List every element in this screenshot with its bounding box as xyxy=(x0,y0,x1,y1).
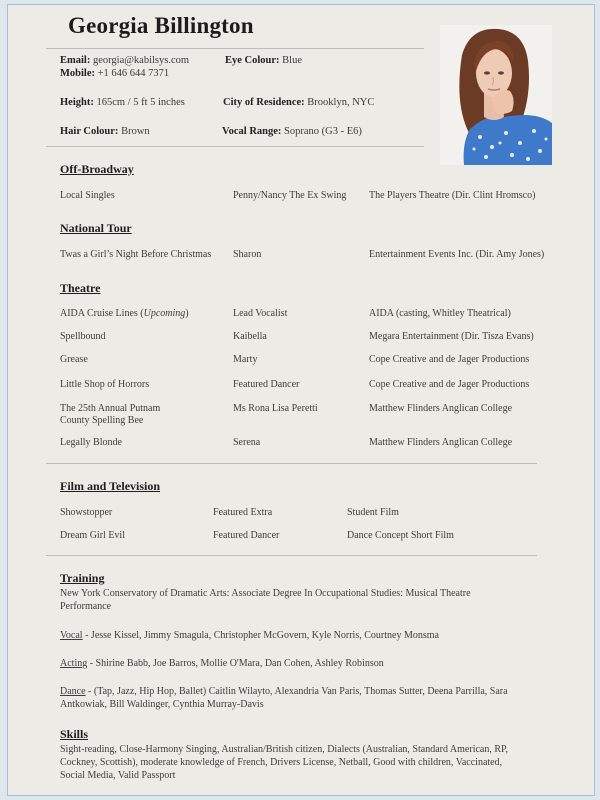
email-line xyxy=(60,54,189,67)
eye-colour-line xyxy=(225,54,302,67)
credit-role: Featured Extra xyxy=(213,507,273,518)
city-line xyxy=(223,96,374,109)
credit-show: Grease xyxy=(60,354,88,365)
credit-show: Twas a Girl’s Night Before Christmas xyxy=(60,249,212,260)
training-vocal-text: - Jesse Kissel, Jimmy Smagula, Christopher McGovern, Kyle Norris, Courtney Monsma xyxy=(85,630,439,641)
credit-role: Lead Vocalist xyxy=(233,308,288,319)
credit-company: The Players Theatre (Dir. Clint Hromsco) xyxy=(369,190,536,201)
credit-show-note: Upcoming xyxy=(143,308,186,319)
section-heading-off-broadway: Off-Broadway xyxy=(60,162,134,176)
vocal-range-value: Soprano (G3 - E6) xyxy=(284,126,362,137)
credit-role: Ms Rona Lisa Peretti xyxy=(233,403,318,414)
credit-company: Megara Entertainment (Dir. Tisza Evans) xyxy=(369,331,534,342)
height-line xyxy=(60,96,185,109)
divider xyxy=(46,463,537,464)
resume-page xyxy=(7,4,595,796)
credit-show: Little Shop of Horrors xyxy=(60,379,150,390)
credit-role: Penny/Nancy The Ex Swing xyxy=(233,190,347,201)
section-heading-training: Training xyxy=(60,571,105,585)
skills-text: Sight-reading, Close-Harmony Singing, Australian/British citizen, Dialects (Australian, Standard American, RP, Cockney, Scottish), moderate knowledge of French, Drivers License, Netball, Good with children, Vaccinated, Social Media, Valid Passport xyxy=(60,744,508,781)
training-vocal-label: Vocal xyxy=(60,630,83,641)
credit-show: Local Singles xyxy=(60,190,115,201)
email-value: georgia@kabilsys.com xyxy=(92,55,190,66)
credit-company: Matthew Flinders Anglican College xyxy=(369,437,513,448)
eye-colour-label: Eye Colour: xyxy=(225,55,280,66)
credit-show: AIDA Cruise Lines (Upcoming) xyxy=(60,308,189,319)
mobile-label: Mobile: xyxy=(60,68,95,79)
credit-role: Marty xyxy=(233,354,258,365)
mobile-value: +1 646 644 7371 xyxy=(97,68,170,79)
credit-company: Cope Creative and de Jager Productions xyxy=(369,354,530,365)
credit-role: Sharon xyxy=(233,249,262,260)
credit-show-line: County Spelling Bee xyxy=(60,415,144,426)
credit-role: Featured Dancer xyxy=(233,379,300,390)
credit-company: Cope Creative and de Jager Productions xyxy=(369,379,530,390)
eye-colour-value: Blue xyxy=(282,55,303,66)
training-dance xyxy=(60,685,520,711)
training-vocal xyxy=(60,629,520,642)
training-dance-label: Dance xyxy=(60,686,86,697)
hair-colour-label: Hair Colour: xyxy=(60,126,119,137)
height-label: Height: xyxy=(60,97,94,108)
credit-show-title: AIDA Cruise Lines xyxy=(60,308,138,319)
divider xyxy=(46,555,537,556)
credit-show: Spellbound xyxy=(60,331,106,342)
email-label: Email: xyxy=(60,55,91,66)
credit-show xyxy=(60,403,230,427)
section-heading-film-television: Film and Television xyxy=(60,479,161,493)
training-acting-label: Acting xyxy=(60,658,88,669)
page-title: Georgia Billington xyxy=(68,13,254,38)
credit-company: Matthew Flinders Anglican College xyxy=(369,403,513,414)
credit-role: Featured Dancer xyxy=(213,530,280,541)
credit-production: Dance Concept Short Film xyxy=(347,530,454,541)
section-heading-theatre: Theatre xyxy=(60,281,101,295)
credit-title: Showstopper xyxy=(60,507,113,518)
credit-company: Entertainment Events Inc. (Dir. Amy Jones) xyxy=(369,249,545,260)
credit-title: Dream Girl Evil xyxy=(60,530,125,541)
headshot-illustration xyxy=(440,25,552,165)
credit-role: Serena xyxy=(233,437,261,448)
section-heading-national-tour: National Tour xyxy=(60,221,132,235)
training-acting-text: - Shirine Babb, Joe Barros, Mollie O'Mara, Dan Cohen, Ashley Robinson xyxy=(89,658,384,669)
city-value: Brooklyn, NYC xyxy=(307,97,375,108)
mobile-line xyxy=(60,67,169,80)
credit-show-line: The 25th Annual Putnam xyxy=(60,403,161,414)
training-degree: New York Conservatory of Dramatic Arts: Associate Degree In Occupational Studies: Musical Theatre Performance xyxy=(60,588,471,612)
divider xyxy=(46,146,424,147)
credit-production: Student Film xyxy=(347,507,399,518)
hair-colour-line xyxy=(60,125,150,138)
credit-role: Kaibella xyxy=(233,331,267,342)
hair-colour-value: Brown xyxy=(121,126,150,137)
credit-show: Legally Blonde xyxy=(60,437,122,448)
headshot-photo xyxy=(440,25,552,165)
credit-company: AIDA (casting, Whitley Theatrical) xyxy=(369,308,511,319)
height-value: 165cm / 5 ft 5 inches xyxy=(96,97,185,108)
training-dance-text: - (Tap, Jazz, Hip Hop, Ballet) Caitlin Wilayto, Alexandria Van Paris, Thomas Sutter, Deena Parrilla, Sara Antkowiak, Bill Waldinger, Cynthia Murray-Davis xyxy=(60,686,508,710)
city-label: City of Residence: xyxy=(223,97,305,108)
section-heading-skills: Skills xyxy=(60,727,89,741)
vocal-range-line xyxy=(222,125,362,138)
divider xyxy=(46,48,424,49)
vocal-range-label: Vocal Range: xyxy=(222,126,282,137)
training-acting xyxy=(60,657,520,670)
